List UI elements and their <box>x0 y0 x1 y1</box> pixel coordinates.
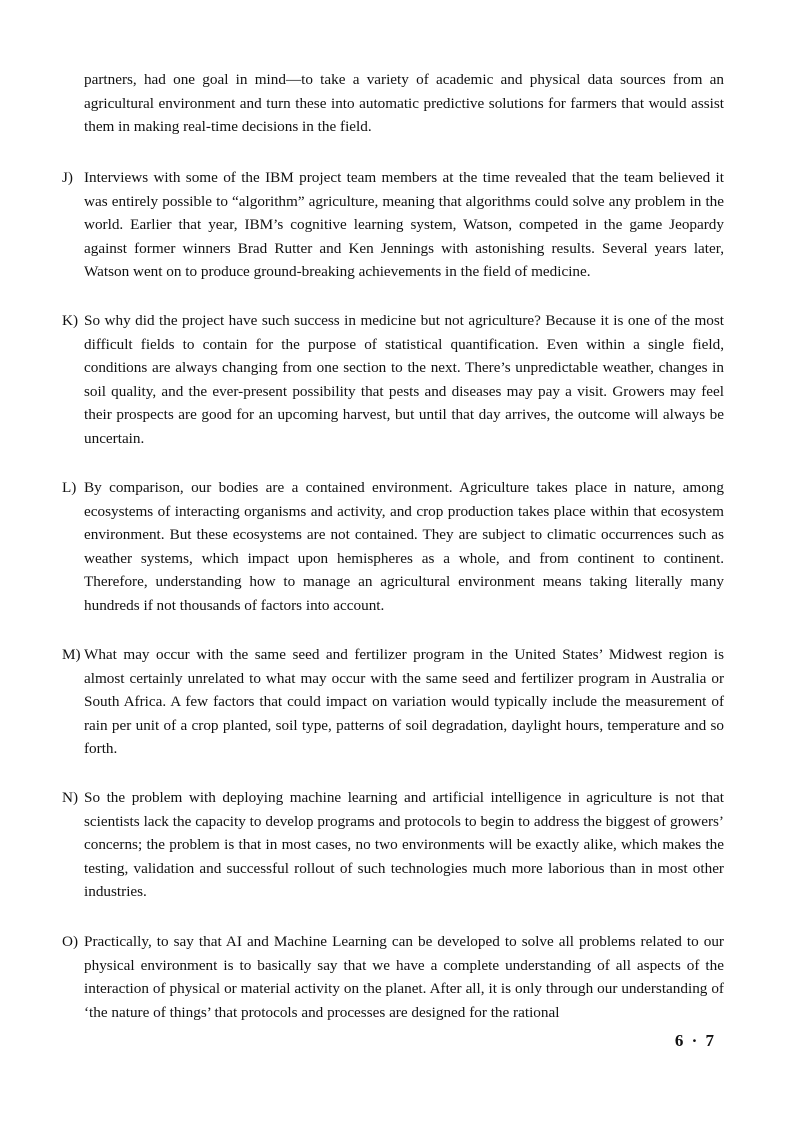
paragraph-m <box>62 643 724 761</box>
paragraph-text: By comparison, our bodies are a contained environment. Agriculture takes place in nature, among ecosystems of interacting organisms and activity, and crop production takes place within that ecosystem environment. But these ecosystems are not contained. They are subject to climatic occurrences such as weather systems, which impact upon hemispheres as a whole, and from continent to continent. Therefore, understanding how to manage an agricultural environment means taking literally many hundreds if not thousands of factors into account. <box>84 479 724 614</box>
paragraph-continuation <box>62 68 724 139</box>
paragraph-text: Interviews with some of the IBM project team members at the time revealed that the team believed it was entirely possible to “algorithm” agriculture, meaning that algorithms could solve any problem in the world. Earlier that year, IBM’s cognitive learning system, Watson, competed in the game Jeopardy against former winners Brad Rutter and Ken Jennings with astonishing results. Several years later, Watson went on to produce ground-breaking achievements in the field of medicine. <box>84 169 724 281</box>
paragraph-o <box>62 930 724 1024</box>
paragraph-letter: J) <box>62 169 73 186</box>
paragraph-text: So the problem with deploying machine learning and artificial intelligence in agriculture is not that scientists lack the capacity to develop programs and protocols to begin to address the biggest of growers’ concerns; the problem is that in most cases, no two environments will be exactly alike, which makes the testing, validation and successful rollout of such technologies much more laborious than in most other industries. <box>84 789 724 901</box>
paragraph-letter: K) <box>62 312 79 329</box>
paragraph-k <box>62 309 724 451</box>
paragraph-l <box>62 476 724 618</box>
page-number: 6 · 7 <box>674 1031 716 1050</box>
paragraph-letter: N) <box>62 789 79 806</box>
paragraph-text: So why did the project have such success in medicine but not agriculture? Because it is one of the most difficult fields to contain for the purpose of statistical quantification. Even within a single field, conditions are always changing from one section to the next. There’s unpredictable weather, changes in soil quality, and the ever-present possibility that pests and diseases may pay a visit. Growers may feel their prospects are good for an upcoming harvest, but until that day arrives, the outcome will always be uncertain. <box>84 312 724 447</box>
paragraph-text: What may occur with the same seed and fertilizer program in the United States’ Midwest region is almost certainly unrelated to what may occur with the same seed and fertilizer program in Australia or South Africa. A few factors that could impact on variation would typically include the measurement of rain per unit of a crop planted, soil type, patterns of soil degradation, daylight hours, temperature and so forth. <box>84 646 724 758</box>
paragraph-letter: M) <box>62 646 81 663</box>
paragraph-j <box>62 166 724 284</box>
paragraph-n <box>62 786 724 904</box>
paragraph-letter: O) <box>62 933 79 950</box>
paragraph-letter: L) <box>62 479 77 496</box>
paragraph-text: partners, had one goal in mind—to take a variety of academic and physical data sources from an agricultural environment and turn these into automatic predictive solutions for farmers that would assist them in making real-time decisions in the field. <box>84 71 724 136</box>
paragraph-text: Practically, to say that AI and Machine Learning can be developed to solve all problems related to our physical environment is to basically say that we have a complete understanding of all aspects of the interaction of physical or material activity on the planet. After all, it is only through our understanding of ‘the nature of things’ that protocols and processes are designed for the rational <box>84 933 724 1021</box>
